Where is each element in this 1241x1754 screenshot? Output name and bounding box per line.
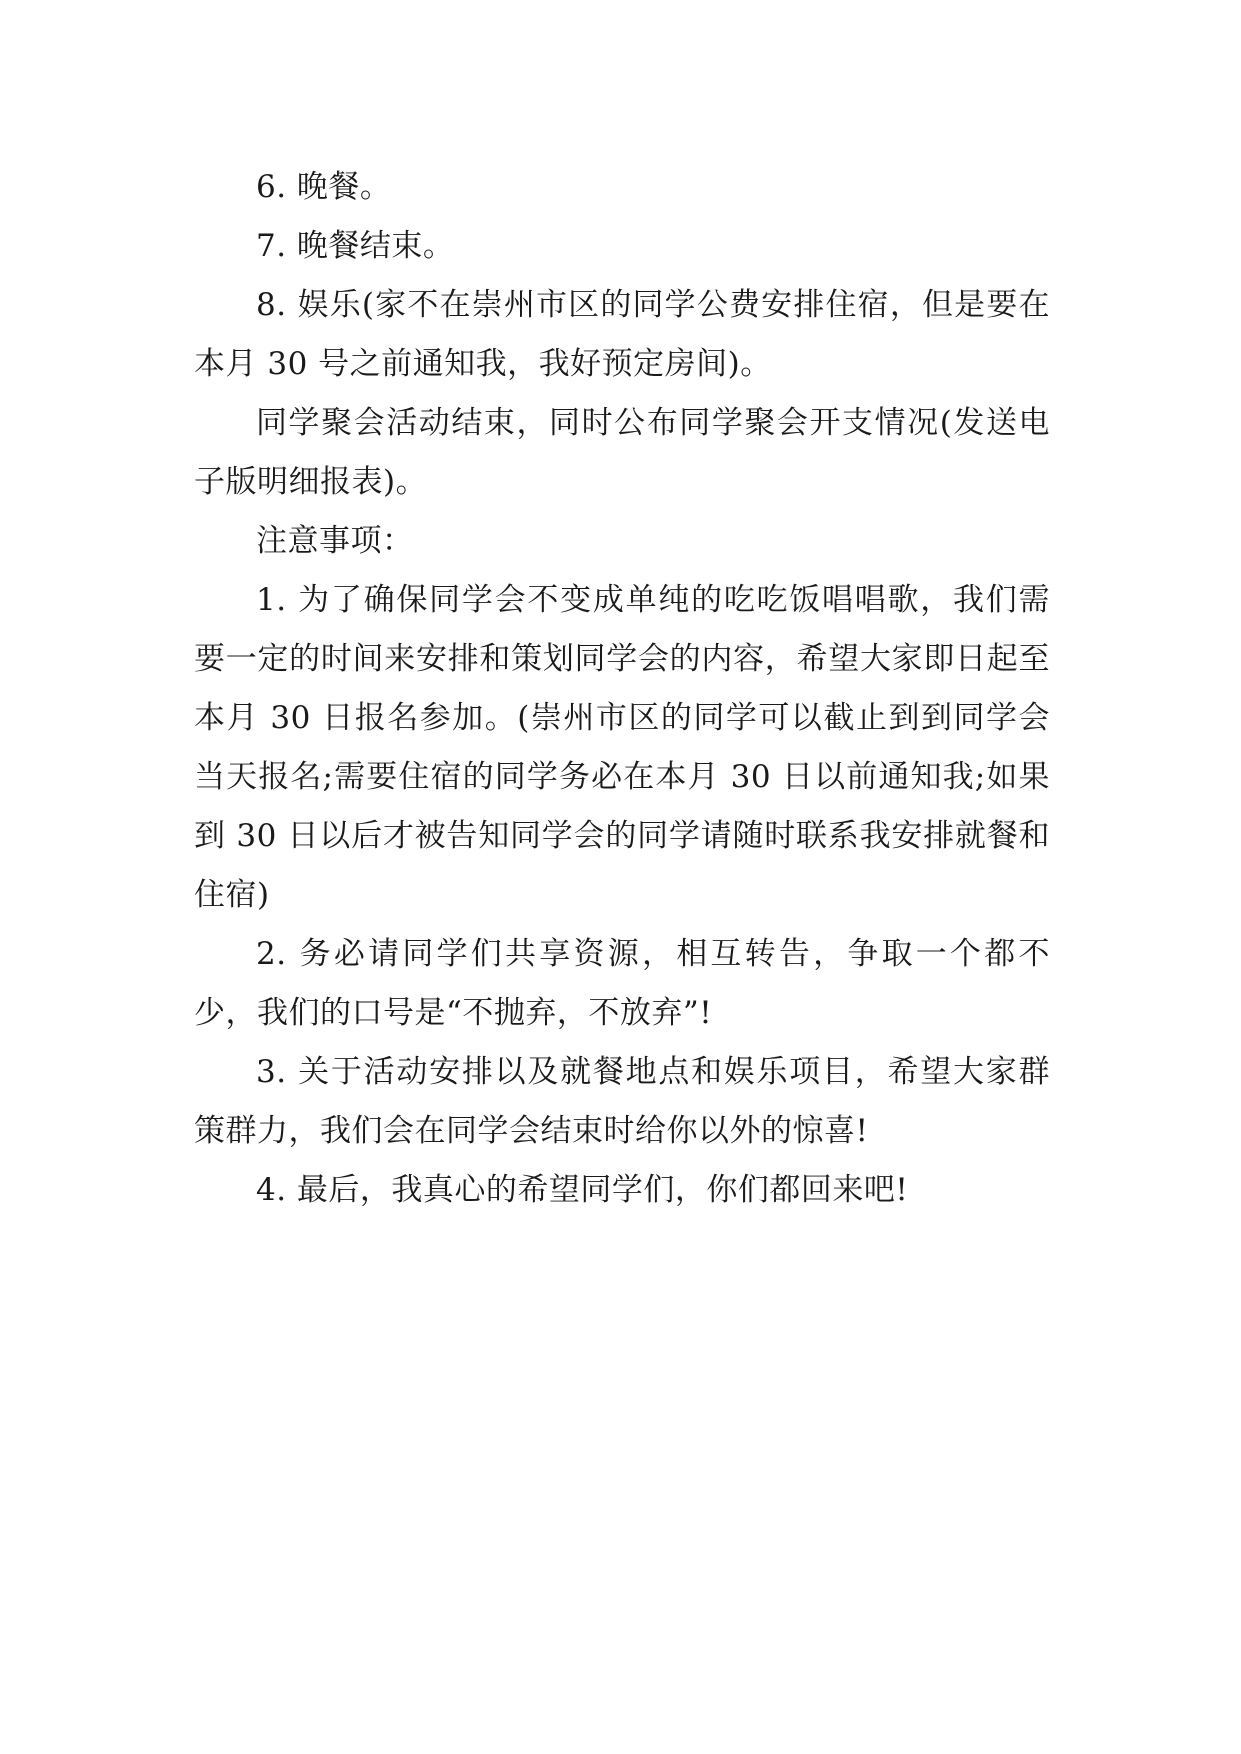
paragraph-item-7-dinner-end: 7. 晚餐结束。 <box>256 228 455 264</box>
note-item-1: 1. 为了确保同学会不变成单纯的吃吃饭唱唱歌，我们需要一定的时间来安排和策划同学会的内容，希望大家即日起至本月 30 日报名参加。(崇州市区的同学可以截止到到同学会当天报名;需要住宿的同学务必在本月 30 日以前通知我;如果到 30 日以后才被告知同学会的同学请随时联系我安排就餐和住宿) <box>194 582 1050 913</box>
document-body <box>194 158 1050 1220</box>
note-item-4: 4. 最后，我真心的希望同学们，你们都回来吧! <box>256 1172 909 1208</box>
notes-heading: 注意事项： <box>256 523 414 559</box>
paragraph-item-8-entertainment: 8. 娱乐(家不在崇州市区的同学公费安排住宿，但是要在本月 30 号之前通知我，我好预定房间)。 <box>194 287 1050 382</box>
paragraph-activity-end: 同学聚会活动结束，同时公布同学聚会开支情况(发送电子版明细报表)。 <box>194 405 1050 500</box>
note-item-2: 2. 务必请同学们共享资源，相互转告，争取一个都不少，我们的口号是“不抛弃，不放弃”! <box>194 936 1050 1031</box>
note-item-3: 3. 关于活动安排以及就餐地点和娱乐项目，希望大家群策群力，我们会在同学会结束时给你以外的惊喜! <box>194 1054 1050 1149</box>
paragraph-item-6-dinner: 6. 晚餐。 <box>256 169 392 205</box>
